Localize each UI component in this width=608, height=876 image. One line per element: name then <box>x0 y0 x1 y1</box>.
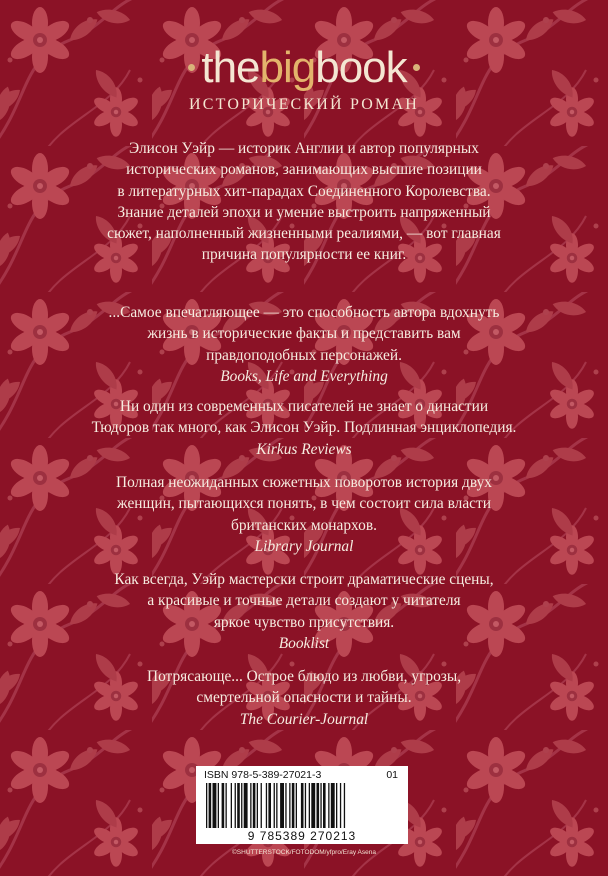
intro-line: Знание деталей эпохи и умение выстроить напряженный <box>117 203 491 221</box>
intro-line: Элисон Уэйр — историк Англии и автор популярных <box>129 140 479 157</box>
review-source: Library Journal <box>254 537 354 555</box>
intro-line: сюжет, наполненный жизненными реалиями, — вот главная <box>107 225 501 243</box>
review-line: Полная неожиданных сюжетных поворотов история двух <box>115 474 493 491</box>
review-line: правдоподобных персонажей. <box>206 346 402 364</box>
logo-dot-right-icon <box>413 64 420 71</box>
intro-line: причина популярности ее книг. <box>201 246 407 264</box>
review-line: женщин, пытающихся понять, в чем состоит сила власти <box>117 495 491 513</box>
review-source: The Courier-Journal <box>239 710 369 728</box>
review-line: а красивые и точные детали создают у читателя <box>147 592 461 610</box>
barcode-bars-icon <box>206 783 398 828</box>
review-source: Kirkus Reviews <box>256 440 352 458</box>
logo-dot-left-icon <box>188 64 195 71</box>
intro-line: в литературных хит-парадах Соединенного Королевства. <box>117 182 491 200</box>
intro-line: исторических романов, занимающих высшие позиции <box>126 161 482 179</box>
review-line: британских монархов. <box>231 516 377 534</box>
logo-part-big: big <box>259 43 316 92</box>
review-line: Потрясающе... Острое блюдо из любви, угрозы, <box>146 668 462 685</box>
review-line: Тюдоров так много, как Элисон Уэйр. Подлинная энциклопедия. <box>91 419 517 437</box>
review-quote <box>60 302 548 387</box>
isbn-barcode <box>196 766 408 844</box>
review-quote <box>60 472 548 557</box>
photo-credit: ©SHUTTERSTOCK/FOTODOM/yfpro/Eray Asena <box>232 849 376 856</box>
publisher-logo <box>0 38 608 98</box>
review-line: Как всегда, Уэйр мастерски строит драматические сцены, <box>114 571 494 588</box>
review-quote <box>60 666 548 730</box>
review-quote <box>60 396 548 460</box>
review-line: Ни один из современных писателей не знает о династии <box>119 398 489 415</box>
genre-label: ИСТОРИЧЕСКИЙ РОМАН <box>188 96 419 113</box>
review-line: ...Самое впечатляющее — это способность автора вдохнуть <box>108 304 500 321</box>
logo-part-the: the <box>201 43 260 92</box>
isbn-suffix: 01 <box>386 769 398 781</box>
review-quote <box>60 569 548 654</box>
intro-text <box>60 138 548 266</box>
ean-number: 9 785389 270213 <box>247 829 357 843</box>
review-source: Books, Life and Everything <box>220 367 388 385</box>
review-line: жизнь в исторические факты и представить вам <box>147 325 461 343</box>
isbn-text: ISBN 978-5-389-27021-3 <box>204 769 322 781</box>
logo-part-book: book <box>315 43 407 92</box>
review-line: яркое чувство присутствия. <box>213 613 395 631</box>
review-line: смертельной опасности и тайны. <box>196 689 412 707</box>
review-source: Booklist <box>278 634 330 652</box>
